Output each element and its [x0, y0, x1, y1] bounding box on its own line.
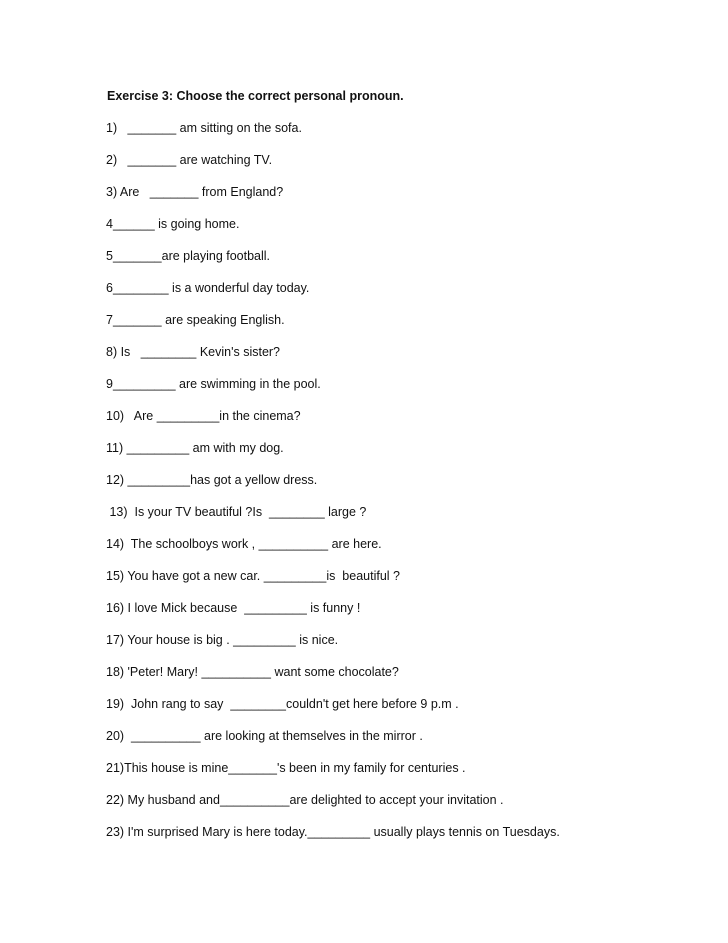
exercise-item-10: 10) Are _________in the cinema?: [106, 409, 301, 423]
exercise-item-22: 22) My husband and__________are delighted to accept your invitation .: [106, 793, 504, 807]
exercise-item-1: 1) _______ am sitting on the sofa.: [106, 121, 302, 135]
exercise-item-19: 19) John rang to say ________couldn't get here before 9 p.m .: [106, 697, 459, 711]
exercise-item-13: 13) Is your TV beautiful ?Is ________ large ?: [106, 505, 367, 519]
exercise-item-4: 4______ is going home.: [106, 217, 240, 231]
exercise-item-20: 20) __________ are looking at themselves in the mirror .: [106, 729, 423, 743]
exercise-item-9: 9_________ are swimming in the pool.: [106, 377, 321, 391]
exercise-item-14: 14) The schoolboys work , __________ are here.: [106, 537, 382, 551]
exercise-item-12: 12) _________has got a yellow dress.: [106, 473, 318, 487]
exercise-item-11: 11) _________ am with my dog.: [106, 441, 284, 455]
exercise-item-17: 17) Your house is big . _________ is nice.: [106, 633, 339, 647]
exercise-item-16: 16) I love Mick because _________ is funny !: [106, 601, 361, 615]
exercise-item-5: 5_______are playing football.: [106, 249, 271, 263]
exercise-item-7: 7_______ are speaking English.: [106, 313, 285, 327]
exercise-title: Exercise 3: Choose the correct personal pronoun.: [107, 89, 404, 103]
exercise-item-23: 23) I'm surprised Mary is here today._________ usually plays tennis on Tuesdays.: [106, 825, 560, 839]
exercise-item-2: 2) _______ are watching TV.: [106, 153, 273, 167]
exercise-item-21: 21)This house is mine_______'s been in my family for centuries .: [106, 761, 466, 775]
exercise-item-8: 8) Is ________ Kevin's sister?: [106, 345, 281, 359]
exercise-item-15: 15) You have got a new car. _________is beautiful ?: [106, 569, 400, 583]
exercise-item-6: 6________ is a wonderful day today.: [106, 281, 310, 295]
exercise-item-18: 18) 'Peter! Mary! __________ want some chocolate?: [106, 665, 399, 679]
exercise-item-3: 3) Are _______ from England?: [106, 185, 284, 199]
